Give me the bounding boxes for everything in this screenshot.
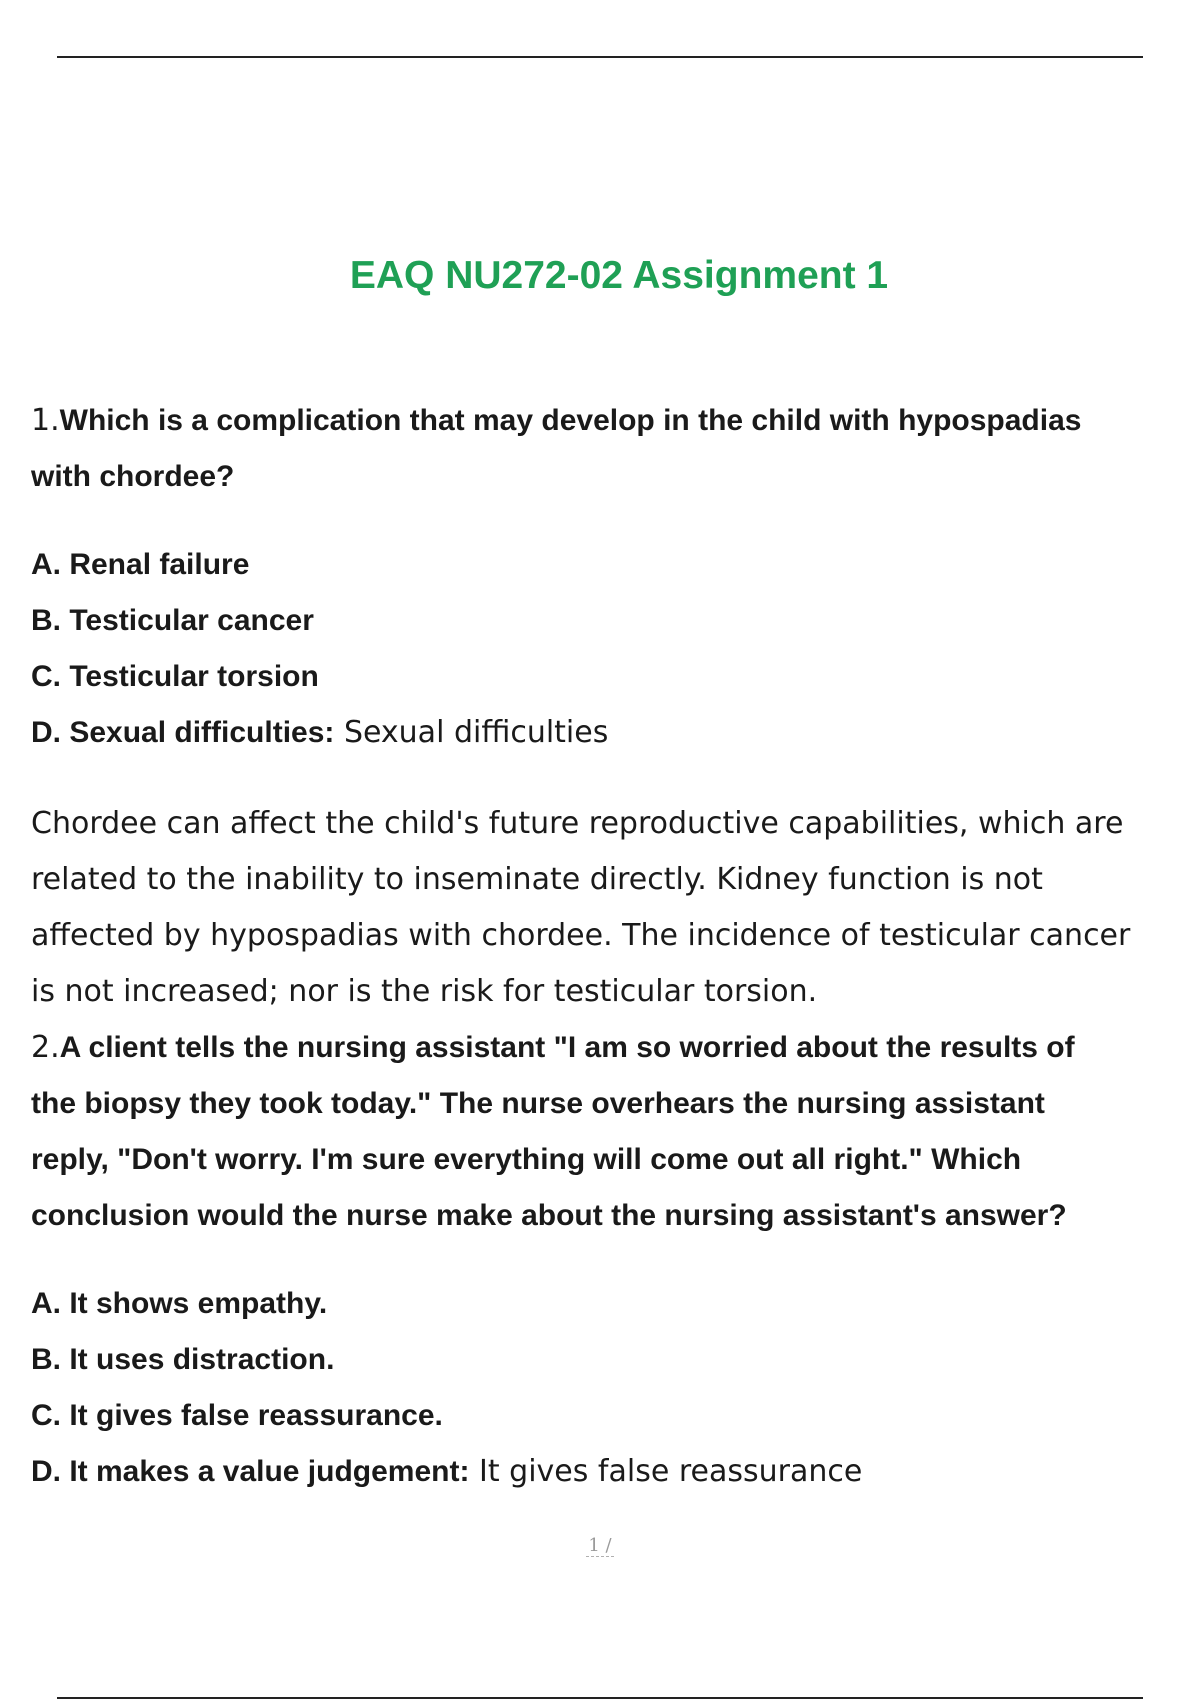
option-label: C. It gives false reassurance. <box>31 1399 443 1432</box>
question-text <box>31 393 1200 449</box>
header-rule <box>57 56 1143 58</box>
explanation-line: Chordee can affect the child's future reproductive capabilities, which are <box>31 806 1124 841</box>
question-2 <box>31 1020 1200 1500</box>
answer-options <box>31 537 1200 761</box>
option-label: D. Sexual difficulties: <box>31 716 335 749</box>
page-number-text: 1 / <box>588 1535 612 1556</box>
option-c <box>31 649 1200 705</box>
question-text <box>31 449 1200 505</box>
explanation <box>31 796 1200 1020</box>
explanation-line: is not increased; nor is the risk for testicular torsion. <box>31 974 818 1009</box>
option-d <box>31 705 1200 761</box>
answer-options <box>31 1276 1200 1500</box>
page-number <box>0 1535 1200 1556</box>
explanation-line: related to the inability to inseminate directly. Kidney function is not <box>31 862 1043 897</box>
document-title: EAQ NU272-02 Assignment 1 <box>349 254 889 298</box>
question-text <box>31 1020 1200 1076</box>
question-1 <box>31 393 1200 1020</box>
explanation-line: affected by hypospadias with chordee. The incidence of testicular cancer <box>31 918 1131 953</box>
question-line: the biopsy they took today." The nurse overhears the nursing assistant <box>31 1087 1045 1120</box>
question-text <box>31 1132 1200 1188</box>
option-d <box>31 1444 1200 1500</box>
option-b <box>31 1332 1200 1388</box>
question-number: 2. <box>31 1030 60 1065</box>
footer-rule <box>57 1697 1143 1699</box>
option-label: A. Renal failure <box>31 548 250 581</box>
option-label: D. It makes a value judgement: <box>31 1455 470 1488</box>
question-line: A client tells the nursing assistant "I am so worried about the results of <box>59 1031 1075 1064</box>
question-text <box>31 1076 1200 1132</box>
option-a <box>31 1276 1200 1332</box>
question-number: 1. <box>31 403 60 438</box>
option-a <box>31 537 1200 593</box>
question-line: conclusion would the nurse make about the nursing assistant's answer? <box>31 1199 1067 1232</box>
question-text <box>31 1188 1200 1244</box>
option-b <box>31 593 1200 649</box>
question-line: with chordee? <box>31 460 235 493</box>
option-label: B. Testicular cancer <box>31 604 314 637</box>
option-label: B. It uses distraction. <box>31 1343 335 1376</box>
option-label: A. It shows empathy. <box>31 1287 328 1320</box>
question-line: reply, "Don't worry. I'm sure everything will come out all right." Which <box>31 1143 1022 1176</box>
correct-answer: It gives false reassurance <box>469 1454 863 1489</box>
option-label: C. Testicular torsion <box>31 660 319 693</box>
document-body <box>31 393 1200 1500</box>
option-c <box>31 1388 1200 1444</box>
correct-answer: Sexual difficulties <box>334 715 609 750</box>
question-line: Which is a complication that may develop in the child with hypospadias <box>59 404 1082 437</box>
